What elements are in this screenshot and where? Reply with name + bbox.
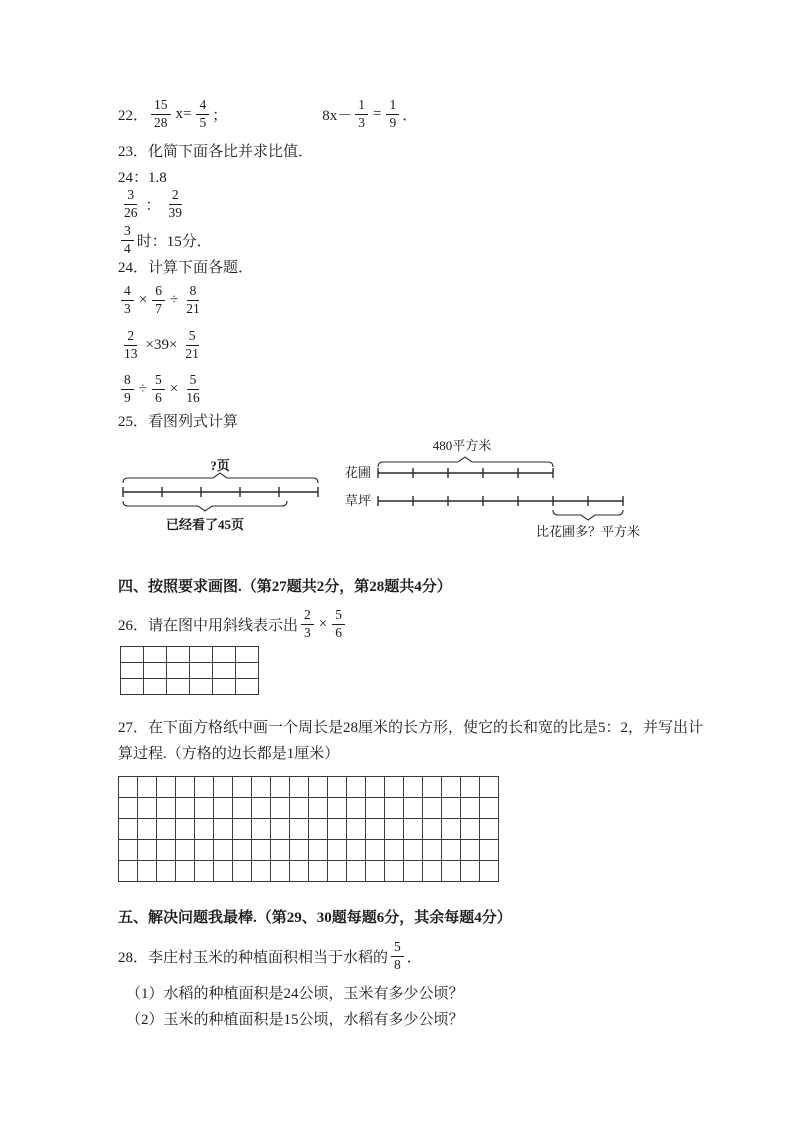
grid-cell <box>233 777 252 798</box>
grid-cell <box>252 798 271 819</box>
grid-cell <box>157 819 176 840</box>
grid-cell <box>138 861 157 882</box>
q22-equation2-end: ． <box>402 107 418 124</box>
grid-cell <box>176 861 195 882</box>
grid-cell <box>236 647 259 663</box>
fraction-8-21: $\frac{8}{21}$ <box>186 282 200 316</box>
garden-area-label: 480平方米 <box>432 438 492 453</box>
multiply-sign: × <box>169 380 179 397</box>
fraction-6-7: $\frac{6}{7}$ <box>152 284 165 317</box>
grid-cell <box>271 777 290 798</box>
grid-cell <box>271 798 290 819</box>
garden-diff-label: 比花圃多？平方米 <box>535 524 641 539</box>
fraction-8-9: $\frac{8}{9}$ <box>121 373 134 406</box>
grid-cell <box>157 777 176 798</box>
grid-cell <box>404 777 423 798</box>
q22-equation1-end: ； <box>212 107 228 124</box>
grid-cell <box>236 679 259 695</box>
grid-cell <box>404 861 423 882</box>
q28-intro: 28．李庄村玉米的种植面积相当于水稻的 <box>118 949 389 966</box>
grid-cell <box>176 819 195 840</box>
grid-cell <box>271 861 290 882</box>
fraction-5-8: $\frac{5}{8}$ <box>391 940 404 973</box>
grid-cell <box>176 840 195 861</box>
q27-drawing-grid <box>118 776 499 882</box>
divide-sign: ÷ <box>138 380 147 397</box>
grid-cell <box>167 679 190 695</box>
q23-ratio-2 <box>118 186 188 222</box>
grid-cell <box>290 798 309 819</box>
grid-cell <box>195 777 214 798</box>
grid-cell <box>119 840 138 861</box>
pages-bottom-brace <box>123 501 287 511</box>
grid-cell <box>290 861 309 882</box>
grid-cell <box>233 861 252 882</box>
grid-cell <box>385 798 404 819</box>
grid-cell <box>309 777 328 798</box>
fraction-5-21: $\frac{5}{21}$ <box>185 327 199 361</box>
grid-cell <box>347 819 366 840</box>
q26-shading-grid <box>120 646 259 695</box>
grid-cell <box>404 840 423 861</box>
q24-expression-1 <box>118 282 206 318</box>
grid-cell <box>236 663 259 679</box>
garden-diff-brace <box>553 510 623 520</box>
q23-ratio-3-tail: 时：15分． <box>136 233 212 250</box>
fraction-2-39: $\frac{2}{39}$ <box>168 186 183 220</box>
question-22 <box>118 96 417 132</box>
grid-cell <box>385 840 404 861</box>
grid-cell <box>347 798 366 819</box>
grid-cell <box>328 819 347 840</box>
q23-ratio-3 <box>118 222 212 258</box>
grid-cell <box>385 861 404 882</box>
grid-cell <box>195 861 214 882</box>
q23-ratio-2-colon: ： <box>145 197 161 214</box>
grid-cell <box>233 840 252 861</box>
grid-cell <box>252 819 271 840</box>
q24-expression-2 <box>118 327 205 363</box>
q25-diagrams <box>110 430 680 550</box>
fraction-3-26: $\frac{3}{26}$ <box>124 186 138 220</box>
times-39-times: ×39× <box>145 336 178 353</box>
grid-cell <box>309 840 328 861</box>
grid-cell <box>157 840 176 861</box>
grid-cell <box>119 798 138 819</box>
question-24-title: 24．计算下面各题． <box>118 260 254 276</box>
grid-cell <box>366 819 385 840</box>
grid-cell <box>461 777 480 798</box>
grid-cell <box>423 861 442 882</box>
grid-cell <box>233 798 252 819</box>
question-25-title: 25．看图列式计算 <box>118 414 239 430</box>
grid-cell <box>404 819 423 840</box>
grid-cell <box>461 861 480 882</box>
question-28 <box>118 938 422 974</box>
grid-cell <box>214 861 233 882</box>
grid-cell <box>213 663 236 679</box>
grid-cell <box>461 798 480 819</box>
fraction-2-13: $\frac{2}{13}$ <box>124 327 138 361</box>
grid-cell <box>233 819 252 840</box>
grid-cell <box>404 798 423 819</box>
grid-cell <box>461 840 480 861</box>
grid-cell <box>290 819 309 840</box>
grid-cell <box>480 798 499 819</box>
grid-cell <box>347 777 366 798</box>
section-5-heading: 五、解决问题我最棒.（第29、30题每题6分，其余每题4分） <box>118 910 512 926</box>
grid-cell <box>121 663 144 679</box>
grid-cell <box>190 663 213 679</box>
grid-cell <box>144 647 167 663</box>
flowerbed-label: 花圃 <box>345 465 372 480</box>
grid-cell <box>214 777 233 798</box>
grid-cell <box>366 798 385 819</box>
grid-cell <box>138 777 157 798</box>
fraction-1-3: $\frac{1}{3}$ <box>355 98 368 131</box>
q28-end: ． <box>406 949 422 966</box>
grid-cell <box>347 861 366 882</box>
grid-cell <box>138 819 157 840</box>
grid-cell <box>144 679 167 695</box>
grid-cell <box>176 777 195 798</box>
grid-cell <box>328 861 347 882</box>
grid-cell <box>271 819 290 840</box>
fraction-15-28: $\frac{15}{28}$ <box>151 98 171 131</box>
grid-cell <box>309 861 328 882</box>
grid-cell <box>385 777 404 798</box>
pages-bar-diagram <box>123 458 318 532</box>
fraction-3-4: $\frac{3}{4}$ <box>121 224 134 257</box>
grid-cell <box>167 647 190 663</box>
fraction-5-16: $\frac{5}{16}$ <box>186 371 200 405</box>
grid-cell <box>195 819 214 840</box>
pages-read-label: 已经看了45页 <box>165 517 245 532</box>
q22-equation2 <box>322 98 417 131</box>
fraction-1-9: $\frac{1}{9}$ <box>386 98 399 131</box>
grid-cell <box>144 663 167 679</box>
lawn-label: 草坪 <box>345 493 372 508</box>
section-4-heading: 四、按照要求画图.（第27题共2分，第28题共4分） <box>118 579 452 595</box>
q22-number: 22． <box>118 107 149 124</box>
grid-cell <box>290 840 309 861</box>
question-23-title: 23．化简下面各比并求比值． <box>118 144 314 160</box>
grid-cell <box>442 861 461 882</box>
grid-cell <box>252 840 271 861</box>
grid-cell <box>195 798 214 819</box>
grid-cell <box>423 840 442 861</box>
grid-cell <box>423 798 442 819</box>
grid-cell <box>442 798 461 819</box>
grid-cell <box>385 819 404 840</box>
grid-cell <box>309 798 328 819</box>
garden-bar-diagram <box>345 438 640 539</box>
question-27-line1: 27．在下面方格纸中画一个周长是28厘米的长方形，使它的长和宽的比是5：2，并写出计 <box>118 720 704 736</box>
multiply-sign: × <box>318 615 328 632</box>
q22-equation1-middle: x= <box>175 105 192 122</box>
grid-cell <box>442 840 461 861</box>
grid-cell <box>480 840 499 861</box>
grid-cell <box>176 798 195 819</box>
grid-cell <box>214 840 233 861</box>
grid-cell <box>213 679 236 695</box>
grid-cell <box>213 647 236 663</box>
grid-cell <box>423 777 442 798</box>
pages-total-label: ?页 <box>210 458 230 473</box>
grid-cell <box>157 861 176 882</box>
grid-cell <box>190 647 213 663</box>
lawn-bar <box>378 496 623 506</box>
grid-cell <box>138 798 157 819</box>
grid-cell <box>328 798 347 819</box>
grid-cell <box>195 840 214 861</box>
pages-bar <box>123 487 318 497</box>
grid-cell <box>121 679 144 695</box>
grid-cell <box>366 861 385 882</box>
q24-expression-3 <box>118 371 206 407</box>
grid-cell <box>290 777 309 798</box>
grid-cell <box>442 819 461 840</box>
grid-cell <box>121 647 144 663</box>
fraction-2-3: $\frac{2}{3}$ <box>301 608 314 641</box>
grid-cell <box>480 777 499 798</box>
grid-cell <box>214 819 233 840</box>
grid-cell <box>328 777 347 798</box>
q23-ratio-1: 24：1.8 <box>118 170 167 186</box>
grid-cell <box>119 819 138 840</box>
grid-cell <box>366 840 385 861</box>
q28-subquestion-1: （1）水稻的种植面积是24公顷，玉米有多少公顷？ <box>126 986 464 1002</box>
grid-cell <box>167 663 190 679</box>
grid-cell <box>252 777 271 798</box>
grid-cell <box>461 819 480 840</box>
multiply-sign: × <box>138 291 148 308</box>
grid-cell <box>214 798 233 819</box>
grid-cell <box>347 840 366 861</box>
grid-cell <box>480 819 499 840</box>
flowerbed-bar <box>378 468 553 478</box>
fraction-4-5: $\frac{4}{5}$ <box>196 98 209 131</box>
q22-equation2-equals: = <box>373 105 382 122</box>
q26-title: 26．请在图中用斜线表示出 <box>118 617 299 634</box>
grid-cell <box>119 861 138 882</box>
fraction-5-6: $\frac{5}{6}$ <box>332 608 345 641</box>
q28-subquestion-2: （2）玉米的种植面积是15公顷，水稻有多少公顷？ <box>126 1012 464 1028</box>
question-26 <box>118 606 348 642</box>
q22-equation2-prefix: 8x－ <box>322 107 353 124</box>
grid-cell <box>271 840 290 861</box>
question-27-line2: 算过程.（方格的边长都是1厘米） <box>118 746 340 762</box>
grid-cell <box>366 777 385 798</box>
grid-cell <box>252 861 271 882</box>
fraction-5-6: $\frac{5}{6}$ <box>152 373 165 406</box>
garden-top-brace <box>378 457 553 467</box>
divide-sign: ÷ <box>169 291 179 308</box>
grid-cell <box>157 798 176 819</box>
fraction-4-3: $\frac{4}{3}$ <box>121 284 134 317</box>
grid-cell <box>442 777 461 798</box>
grid-cell <box>309 819 328 840</box>
grid-cell <box>423 819 442 840</box>
grid-cell <box>138 840 157 861</box>
pages-top-brace <box>123 473 318 483</box>
grid-cell <box>480 861 499 882</box>
grid-cell <box>119 777 138 798</box>
grid-cell <box>328 840 347 861</box>
grid-cell <box>190 679 213 695</box>
